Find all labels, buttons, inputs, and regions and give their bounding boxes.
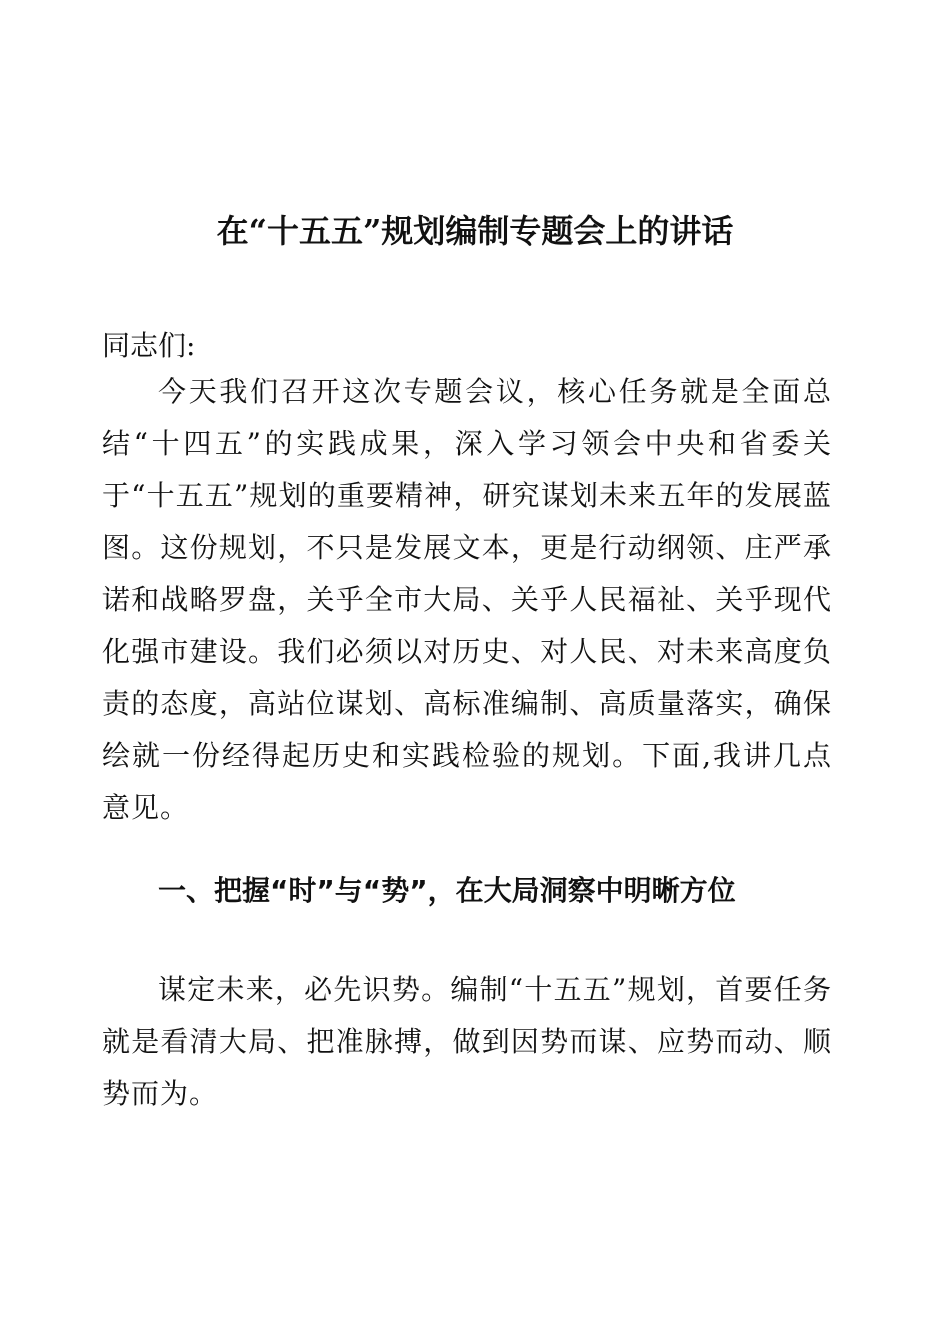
salutation: 同志们: bbox=[102, 329, 196, 362]
section-heading-1: 一、把握“时”与“势”，在大局洞察中明晰方位 bbox=[158, 874, 736, 907]
section-1-paragraph: 谋定未来，必先识势。编制“十五五”规划，首要任务就是看清大局、把准脉搏，做到因势而谋、应势而动、顺势而为。 bbox=[102, 973, 832, 1110]
opening-paragraph: 今天我们召开这次专题会议，核心任务就是全面总结“十四五”的实践成果，深入学习领会中央和省委关于“十五五”规划的重要精神，研究谋划未来五年的发展蓝图。这份规划，不只是发展文本，更是行动纲领、庄严承诺和战略罗盘，关乎全市大局、关乎人民福祉、关乎现代化强市建设。我们必须以对历史、对人民、对未来高度负责的态度，高站位谋划、高标准编制、高质量落实，确保绘就一份经得起历史和实践检验的规划。下面,我讲几点意见。 bbox=[102, 375, 832, 824]
document-title: 在“十五五”规划编制专题会上的讲话 bbox=[216, 212, 734, 250]
